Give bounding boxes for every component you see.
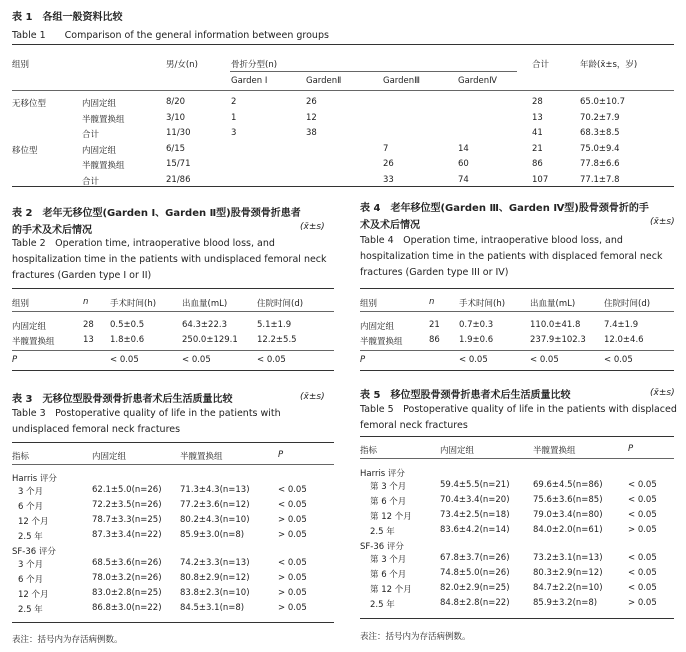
table3-note: 表注：括号内为存活病例数。 xyxy=(12,635,123,645)
t3-row-p: < 0.05 xyxy=(278,485,307,495)
t1-row-t: 13 xyxy=(532,112,543,123)
t4-r2-time: 1.9±0.6 xyxy=(459,335,494,345)
t5-row-p: < 0.05 xyxy=(628,568,657,578)
t3-h-b: 半髋置换组 xyxy=(180,452,223,462)
t1-row-sex: 21/86 xyxy=(166,174,191,185)
table5-bottom-rule xyxy=(360,618,674,619)
t4-p-stay: < 0.05 xyxy=(604,355,633,365)
table4-title-en: Table 4 Operation time, intraoperative blood loss, and hospitalization time in the patients with displaced femoral neck fractures (Garden type III or IV) xyxy=(360,235,663,278)
t2-r2-stay: 12.2±5.5 xyxy=(257,335,297,345)
t3-row-p: > 0.05 xyxy=(278,603,307,613)
t3-row-label: 6 个月 xyxy=(18,575,44,585)
t5-row-p: > 0.05 xyxy=(628,525,657,535)
t3-row-b: 80.2±4.3(n=10) xyxy=(180,515,250,525)
t2-r2-n: 13 xyxy=(83,335,94,345)
t2-p-blood: < 0.05 xyxy=(182,355,211,365)
table1-title-en: Table 1 Comparison of the general information between groups xyxy=(12,30,329,41)
t3-row-b: 85.9±3.0(n=8) xyxy=(180,530,245,540)
t3-row-b: 83.8±2.3(n=10) xyxy=(180,588,250,598)
table4-stat: (x̄±s) xyxy=(650,217,675,227)
t4-h-blood: 出血量(mL) xyxy=(530,299,576,309)
t3-row-p: < 0.05 xyxy=(278,500,307,510)
t1-row-g3: 7 xyxy=(383,143,389,154)
table3-bottom-rule xyxy=(12,622,334,623)
t4-h-stay: 住院时间(d) xyxy=(604,299,651,309)
t5-row-p: < 0.05 xyxy=(628,510,657,520)
t5-h-a: 内固定组 xyxy=(440,446,475,456)
t1-row-t: 28 xyxy=(532,97,543,107)
t5-row-label: 第 3 个月 xyxy=(370,482,407,492)
t1-row-t: 107 xyxy=(532,174,549,185)
t4-r1-group: 内固定组 xyxy=(360,322,395,332)
t1-row-g3: 33 xyxy=(383,174,394,185)
t4-h-n: n xyxy=(429,297,435,307)
t4-r2-blood: 237.9±102.3 xyxy=(530,335,586,345)
t5-row-b: 73.2±3.1(n=13) xyxy=(533,553,603,563)
t3-row-a: 68.5±3.6(n=26) xyxy=(92,558,162,568)
t5-row-b: 84.7±2.2(n=10) xyxy=(533,583,603,593)
t1-h-group: 组别 xyxy=(12,60,30,70)
t3-row-a: 86.8±3.0(n=22) xyxy=(92,603,162,613)
t3-row-b: 71.3±4.3(n=13) xyxy=(180,485,250,495)
t5-row-b: 85.9±3.2(n=8) xyxy=(533,598,598,608)
table2-title-en: Table 2 Operation time, intraoperative blood loss, and hospitalization time in the patients with undisplaced femoral neck fractures (Garden type I or II) xyxy=(12,238,327,281)
t5-row-a: 82.0±2.9(n=25) xyxy=(440,583,510,593)
t1-row-s: 内固定组 xyxy=(82,99,117,109)
t4-header-rule xyxy=(360,311,674,312)
t5-row-p: > 0.05 xyxy=(628,598,657,608)
t3-row-p: > 0.05 xyxy=(278,573,307,583)
t3-row-b: 74.2±3.3(n=13) xyxy=(180,558,250,568)
t1-header-rule xyxy=(12,90,674,91)
t2-r1-n: 28 xyxy=(83,320,94,330)
t2-h-time: 手术时间(h) xyxy=(110,299,157,309)
t1-h-total: 合计 xyxy=(532,60,550,70)
t2-p-rule xyxy=(12,350,334,351)
t1-row-sex: 11/30 xyxy=(166,128,191,138)
t1-row-g: 移位型 xyxy=(12,145,38,156)
table3-title-en: Table 3 Postoperative quality of life in the patients with undisplaced femoral neck fractures xyxy=(12,408,281,435)
t1-row-age: 70.2±7.9 xyxy=(580,112,620,123)
t4-p-rule xyxy=(360,350,674,351)
t3-row-a: 83.0±2.8(n=25) xyxy=(92,588,162,598)
t1-row-sex: 6/15 xyxy=(166,143,186,154)
t1-h-age: 年龄(x̄±s，岁) xyxy=(580,60,638,70)
t1-row-g2: 26 xyxy=(306,97,317,107)
t3-section-name: SF-36 评分 xyxy=(12,547,56,557)
t5-row-a: 67.8±3.7(n=26) xyxy=(440,553,510,563)
t1-h-sex: 男/女(n) xyxy=(166,60,198,70)
t1-row-sex: 8/20 xyxy=(166,97,186,107)
t5-h-b: 半髋置换组 xyxy=(533,446,576,456)
t4-p-time: < 0.05 xyxy=(459,355,488,365)
t2-h-n: n xyxy=(83,297,89,307)
t5-h-index: 指标 xyxy=(360,446,378,456)
t2-p-label: P xyxy=(12,355,18,365)
t3-row-a: 78.0±3.2(n=26) xyxy=(92,573,162,583)
table3-top-rule xyxy=(12,442,334,443)
t1-h-fracture: 骨折分型(n) xyxy=(231,60,278,70)
table5-title-cn: 表 5 移位型股骨颈骨折患者术后生活质量比较 xyxy=(360,390,571,401)
t1-row-age: 75.0±9.4 xyxy=(580,143,620,154)
t3-row-label: 2.5 年 xyxy=(18,605,43,615)
t5-header-rule xyxy=(360,458,674,459)
t3-row-b: 77.2±3.6(n=12) xyxy=(180,500,250,510)
t2-h-stay: 住院时间(d) xyxy=(257,299,304,309)
t5-row-p: < 0.05 xyxy=(628,495,657,505)
t1-row-s: 半髋置换组 xyxy=(82,161,125,171)
t3-row-a: 78.7±3.3(n=25) xyxy=(92,515,162,525)
t4-p-blood: < 0.05 xyxy=(530,355,559,365)
t5-row-p: < 0.05 xyxy=(628,480,657,490)
t1-row-g: 无移位型 xyxy=(12,99,47,109)
t5-row-b: 84.0±2.0(n=61) xyxy=(533,525,603,535)
t5-row-a: 74.8±5.0(n=26) xyxy=(440,568,510,578)
t1-row-g3: 26 xyxy=(383,159,394,169)
t3-row-p: < 0.05 xyxy=(278,558,307,568)
t5-row-label: 第 6 个月 xyxy=(370,570,407,580)
t1-row-g4: 14 xyxy=(458,143,469,154)
table4-title-cn: 表 4 老年移位型(Garden Ⅲ、Garden Ⅳ型)股骨颈骨折的手术及术后情况 xyxy=(360,203,649,231)
t3-row-label: 12 个月 xyxy=(18,590,49,600)
t1-h-g2: GardenⅡ xyxy=(306,76,342,86)
t1-row-sex: 3/10 xyxy=(166,112,186,123)
t3-row-b: 84.5±3.1(n=8) xyxy=(180,603,245,613)
t5-row-b: 79.0±3.4(n=80) xyxy=(533,510,603,520)
t5-row-b: 80.3±2.9(n=12) xyxy=(533,568,603,578)
table5-note: 表注：括号内为存活病例数。 xyxy=(360,632,471,642)
t1-row-t: 21 xyxy=(532,143,543,154)
t5-section-name: SF-36 评分 xyxy=(360,542,404,552)
t2-h-blood: 出血量(mL) xyxy=(182,299,228,309)
t4-r2-n: 86 xyxy=(429,335,440,345)
t3-row-label: 3 个月 xyxy=(18,560,44,570)
t5-row-a: 73.4±2.5(n=18) xyxy=(440,510,510,520)
t3-row-a: 62.1±5.0(n=26) xyxy=(92,485,162,495)
t1-row-s: 半髋置换组 xyxy=(82,114,125,125)
t5-row-b: 75.6±3.6(n=85) xyxy=(533,495,603,505)
t1-row-g4: 60 xyxy=(458,159,469,169)
t3-row-p: > 0.05 xyxy=(278,588,307,598)
t4-p-label: P xyxy=(360,355,366,365)
t3-row-p: > 0.05 xyxy=(278,530,307,540)
table2-stat: (x̄±s) xyxy=(300,222,325,232)
t5-row-a: 70.4±3.4(n=20) xyxy=(440,495,510,505)
t2-p-stay: < 0.05 xyxy=(257,355,286,365)
t1-row-s: 合计 xyxy=(82,130,100,140)
t1-row-t: 86 xyxy=(532,159,543,169)
t1-row-s: 合计 xyxy=(82,176,100,187)
t1-h-g3: GardenⅢ xyxy=(383,76,421,86)
t4-r1-stay: 7.4±1.9 xyxy=(604,320,639,330)
t2-r1-group: 内固定组 xyxy=(12,322,47,332)
t3-row-a: 72.2±3.5(n=26) xyxy=(92,500,162,510)
t1-row-age: 65.0±10.7 xyxy=(580,97,625,107)
table4-bottom-rule xyxy=(360,370,674,371)
t1-row-age: 68.3±8.5 xyxy=(580,128,620,138)
table3-stat: (x̄±s) xyxy=(300,392,325,402)
t2-r1-blood: 64.3±22.3 xyxy=(182,320,227,330)
t1-row-g4: 74 xyxy=(458,174,469,185)
t1-row-g1: 3 xyxy=(231,128,237,138)
t1-row-g1: 1 xyxy=(231,112,237,123)
t2-h-group: 组别 xyxy=(12,299,30,309)
t5-row-label: 2.5 年 xyxy=(370,527,395,537)
t3-section-name: Harris 评分 xyxy=(12,474,57,484)
t1-row-g2: 38 xyxy=(306,128,317,138)
t3-h-index: 指标 xyxy=(12,452,30,462)
t4-r2-group: 半髋置换组 xyxy=(360,337,403,347)
t5-row-label: 第 12 个月 xyxy=(370,585,412,595)
t2-r1-time: 0.5±0.5 xyxy=(110,320,145,330)
t2-r2-group: 半髋置换组 xyxy=(12,337,55,347)
t1-row-s: 内固定组 xyxy=(82,145,117,156)
t4-h-time: 手术时间(h) xyxy=(459,299,506,309)
t3-row-label: 6 个月 xyxy=(18,502,44,512)
t2-r2-blood: 250.0±129.1 xyxy=(182,335,238,345)
t4-r1-blood: 110.0±41.8 xyxy=(530,320,581,330)
t4-r2-stay: 12.0±4.6 xyxy=(604,335,644,345)
table5-title-en: Table 5 Postoperative quality of life in the patients with displaced femoral neck fractures xyxy=(360,404,677,431)
table4-top-rule xyxy=(360,288,674,289)
t3-row-label: 12 个月 xyxy=(18,517,49,527)
table3-title-cn: 表 3 无移位型股骨颈骨折患者术后生活质量比较 xyxy=(12,394,233,405)
t1-row-age: 77.8±6.6 xyxy=(580,159,620,169)
t5-row-label: 第 12 个月 xyxy=(370,512,412,522)
table2-title-cn: 表 2 老年无移位型(Garden Ⅰ、Garden Ⅱ型)股骨颈骨折患者的手术及术后情况 xyxy=(12,208,301,236)
t5-row-a: 59.4±5.5(n=21) xyxy=(440,480,510,490)
t2-r2-time: 1.8±0.6 xyxy=(110,335,145,345)
t5-row-label: 第 3 个月 xyxy=(370,555,407,565)
table5-top-rule xyxy=(360,436,674,437)
t5-row-label: 第 6 个月 xyxy=(370,497,407,507)
t3-row-label: 3 个月 xyxy=(18,487,44,497)
t3-row-label: 2.5 年 xyxy=(18,532,43,542)
t1-row-g2: 12 xyxy=(306,112,317,123)
t1-row-t: 41 xyxy=(532,128,543,138)
t1-row-sex: 15/71 xyxy=(166,159,191,169)
t1-h-g1: Garden Ⅰ xyxy=(231,76,268,86)
t4-r1-time: 0.7±0.3 xyxy=(459,320,494,330)
t5-row-a: 84.8±2.8(n=22) xyxy=(440,598,510,608)
table1-title-cn: 表 1 各组一般资料比较 xyxy=(12,12,123,23)
t1-h-g4: GardenⅣ xyxy=(458,76,497,86)
t5-row-p: < 0.05 xyxy=(628,583,657,593)
t4-h-group: 组别 xyxy=(360,299,378,309)
t3-row-b: 80.8±2.9(n=12) xyxy=(180,573,250,583)
table1-top-rule xyxy=(12,44,674,45)
table2-bottom-rule xyxy=(12,370,334,371)
t5-row-p: < 0.05 xyxy=(628,553,657,563)
t2-r1-stay: 5.1±1.9 xyxy=(257,320,292,330)
table2-top-rule xyxy=(12,288,334,289)
t3-header-rule xyxy=(12,464,334,465)
t3-h-p: P xyxy=(278,450,284,460)
t5-h-p: P xyxy=(628,444,634,454)
t2-header-rule xyxy=(12,311,334,312)
t3-row-p: > 0.05 xyxy=(278,515,307,525)
t5-row-label: 2.5 年 xyxy=(370,600,395,610)
t5-section-name: Harris 评分 xyxy=(360,469,405,479)
table1-bottom-rule xyxy=(12,186,674,187)
t5-row-b: 69.6±4.5(n=86) xyxy=(533,480,603,490)
t1-row-age: 77.1±7.8 xyxy=(580,174,620,185)
t2-p-time: < 0.05 xyxy=(110,355,139,365)
table5-stat: (x̄±s) xyxy=(650,388,675,398)
t3-row-a: 87.3±3.4(n=22) xyxy=(92,530,162,540)
t1-row-g1: 2 xyxy=(231,97,237,107)
t3-h-a: 内固定组 xyxy=(92,452,127,462)
t4-r1-n: 21 xyxy=(429,320,440,330)
t5-row-a: 83.6±4.2(n=14) xyxy=(440,525,510,535)
t1-sub-rule xyxy=(230,71,517,72)
